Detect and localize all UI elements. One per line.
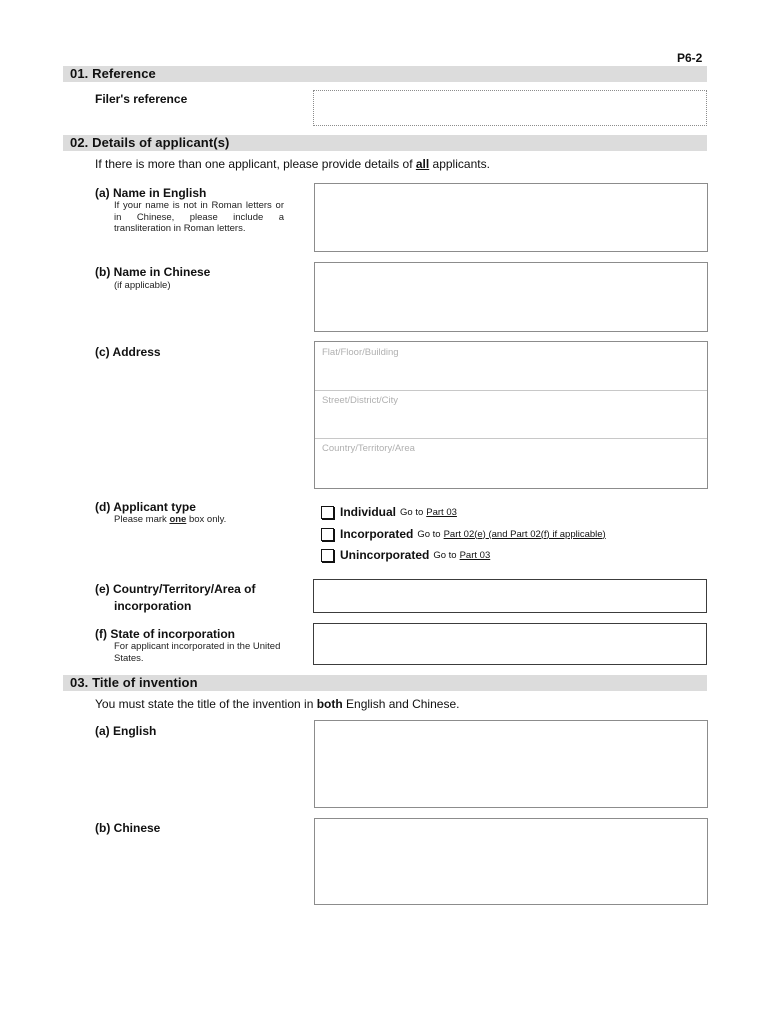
- unincorporated-go-to: Go to: [433, 549, 457, 561]
- unincorporated-label: Unincorporated: [340, 548, 430, 562]
- name-english-field[interactable]: [314, 183, 708, 252]
- title-chinese-field[interactable]: [314, 818, 708, 905]
- page-number: P6-2: [677, 51, 703, 65]
- section-01-header-bar: [63, 66, 707, 82]
- address-label: (c) Address: [95, 345, 161, 359]
- section-02-intro-text-end: applicants.: [429, 157, 490, 171]
- applicant-type-hint: [114, 514, 226, 526]
- applicant-type-option-unincorporated[interactable]: [321, 548, 490, 562]
- section-02-intro-text: If there is more than one applicant, please provide details of: [95, 157, 416, 171]
- individual-label: Individual: [340, 505, 397, 519]
- address-line2-placeholder[interactable]: Street/District/City: [322, 395, 399, 406]
- address-divider-2: [315, 438, 707, 439]
- section-02-title: 02. Details of applicant(s): [70, 135, 230, 150]
- applicant-type-hint-text: Please mark: [114, 514, 170, 525]
- address-divider-1: [315, 390, 707, 391]
- name-english-hint: If your name is not in Roman letters or in Chinese, please include a transliteration in Roman letters.: [114, 200, 284, 234]
- applicant-type-option-individual[interactable]: [321, 505, 457, 519]
- name-chinese-label: (b) Name in Chinese: [95, 265, 211, 279]
- section-03-intro-text: You must state the title of the invention in: [95, 697, 317, 711]
- incorporated-go-to: Go to: [417, 528, 441, 540]
- applicant-type-option-incorporated[interactable]: [321, 527, 606, 541]
- title-english-label: (a) English: [95, 724, 157, 738]
- incorporated-label: Incorporated: [340, 527, 414, 541]
- applicant-type-hint-emphasis: one: [169, 514, 187, 525]
- individual-checkbox[interactable]: [321, 506, 334, 519]
- incorporated-checkbox[interactable]: [321, 528, 334, 541]
- title-english-field[interactable]: [314, 720, 708, 808]
- section-03-intro-emphasis: both: [316, 697, 343, 711]
- state-of-incorporation-hint: For applicant incorporated in the United States.: [114, 641, 281, 664]
- applicant-type-label: (d) Applicant type: [95, 500, 196, 514]
- name-chinese-hint: (if applicable): [114, 280, 171, 291]
- section-03-intro-text-end: English and Chinese.: [342, 697, 460, 711]
- individual-go-to: Go to: [400, 506, 424, 518]
- address-line1-placeholder[interactable]: Flat/Floor/Building: [322, 347, 399, 358]
- section-02-intro: [95, 157, 490, 171]
- section-03-intro: [95, 697, 459, 711]
- section-02-intro-emphasis: all: [415, 157, 430, 171]
- country-of-incorporation-field[interactable]: [313, 579, 707, 613]
- state-of-incorporation-field[interactable]: [313, 623, 707, 665]
- section-03-title: 03. Title of invention: [70, 675, 198, 690]
- country-of-incorporation-label: (e) Country/Territory/Area of: [95, 582, 256, 596]
- state-of-incorporation-label: (f) State of incorporation: [95, 627, 235, 641]
- filers-reference-field[interactable]: [313, 90, 707, 126]
- country-of-incorporation-label-cont: incorporation: [114, 599, 192, 613]
- unincorporated-part-link[interactable]: Part 03: [459, 549, 491, 561]
- name-english-label: (a) Name in English: [95, 186, 207, 200]
- address-line3-placeholder[interactable]: Country/Territory/Area: [322, 443, 415, 454]
- title-chinese-label: (b) Chinese: [95, 821, 161, 835]
- address-field-group: [314, 341, 708, 489]
- individual-part-link[interactable]: Part 03: [426, 506, 457, 518]
- section-01-title: 01. Reference: [70, 66, 156, 81]
- incorporated-part-link[interactable]: Part 02(e) (and Part 02(f) if applicable): [443, 528, 606, 540]
- name-chinese-field[interactable]: [314, 262, 708, 332]
- applicant-type-hint-text-end: box only.: [186, 514, 227, 525]
- filers-reference-label: Filer's reference: [95, 92, 188, 106]
- unincorporated-checkbox[interactable]: [321, 549, 334, 562]
